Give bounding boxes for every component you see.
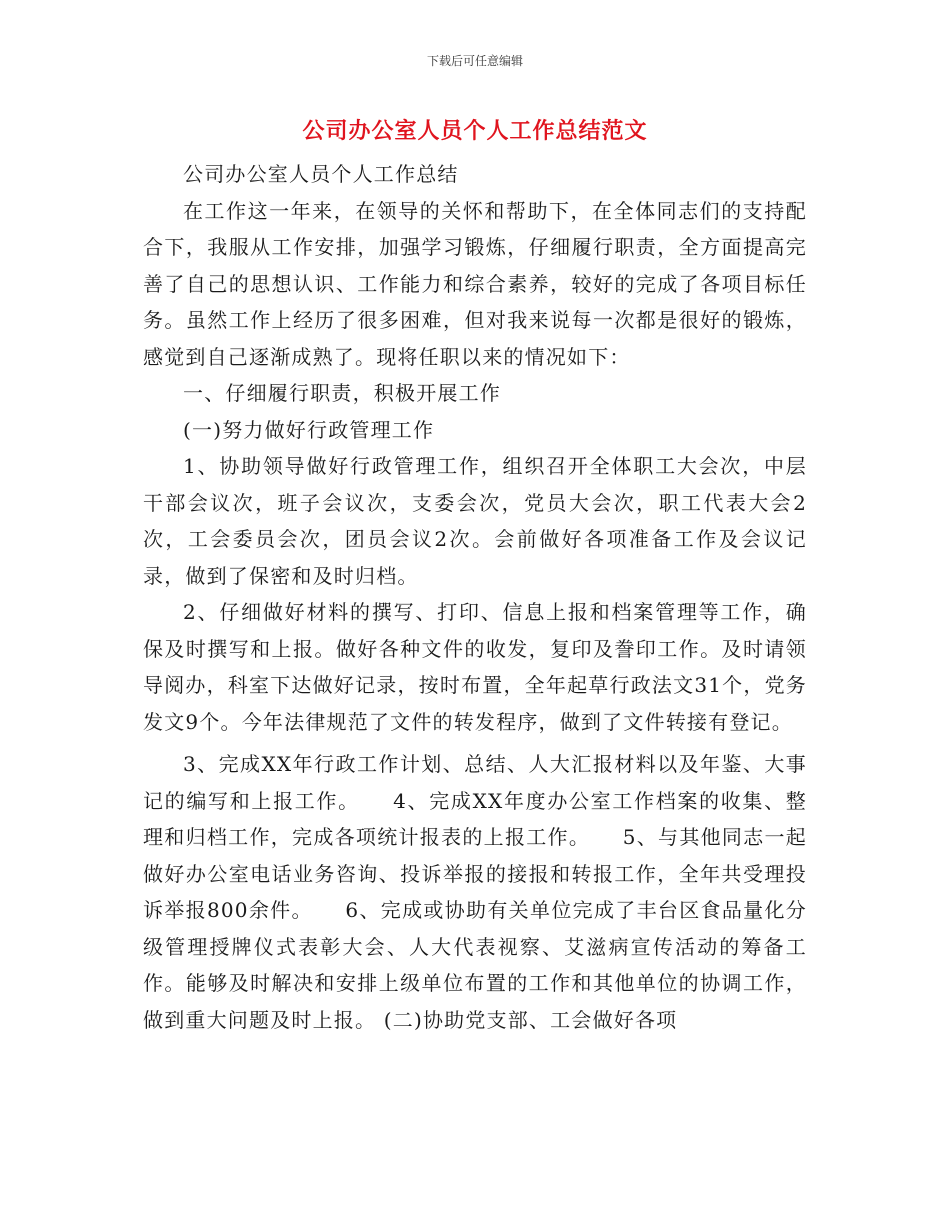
- subtitle-paragraph: 公司办公室人员个人工作总结: [183, 162, 459, 186]
- document-body: [143, 156, 807, 1038]
- item-paragraph-2: 2、仔细做好材料的撰写、打印、信息上报和档案管理等工作，确保及时撰写和上报。做好各种文件的收发，复印及誊印工作。及时请领导阅办，科室下达做好记录，按时布置，全年起草行政法文31个，党务发文9个。今年法律规范了文件的转发程序，做到了文件转接有登记。: [143, 600, 807, 734]
- header-note: 下载后可任意编辑: [426, 54, 523, 68]
- subsection-heading: (一)努力做好行政管理工作: [183, 417, 435, 442]
- item-paragraph-3: 3、完成XX年行政工作计划、总结、人大汇报材料以及年鉴、大事记的编写和上报工作。 4、完成XX年度办公室工作档案的收集、整理和归档工作，完成各项统计报表的上报工作。 5、与其他同志一起做好办公室电话业务咨询、投诉举报的接报和转报工作，全年共受理投诉举报800余件。 6、完成或协助有关单位完成了丰台区食品量化分级管理授牌仪式表彰大会、人大代表视察、艾滋病宣传活动的筹备工作。能够及时解决和安排上级单位布置的工作和其他单位的协调工作，做到重大问题及时上报。 (二)协助党支部、工会做好各项: [143, 752, 807, 1032]
- section-heading: 一、仔细履行职责，积极开展工作: [183, 381, 501, 405]
- intro-paragraph: 在工作这一年来，在领导的关怀和帮助下，在全体同志们的支持配合下，我服从工作安排，加强学习锻炼，仔细履行职责，全方面提高完善了自己的思想认识、工作能力和综合素养，较好的完成了各项目标任务。虽然工作上经历了很多困难，但对我来说每一次都是很好的锻炼，感觉到自己逐渐成熟了。现将任职以来的情况如下：: [143, 198, 807, 369]
- document-title: 公司办公室人员个人工作总结范文: [302, 118, 648, 144]
- item-paragraph-1: 1、协助领导做好行政管理工作，组织召开全体职工大会次，中层干部会议次，班子会议次，支委会次，党员大会次，职工代表大会2次，工会委员会次，团员会议2次。会前做好各项准备工作及会议记录，做到了保密和及时归档。: [143, 454, 807, 588]
